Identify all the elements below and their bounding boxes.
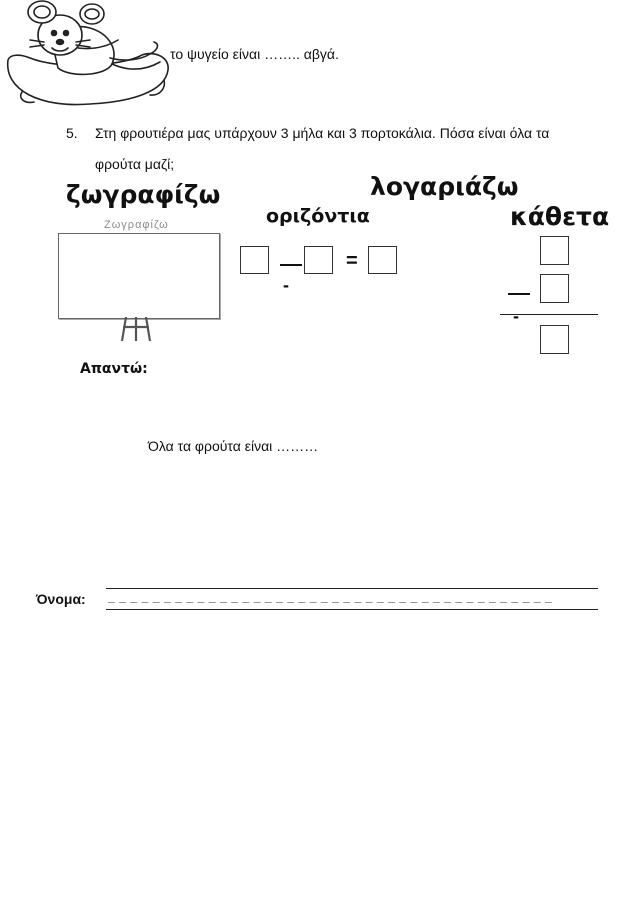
horizontal-operand-1-box[interactable] <box>240 246 269 274</box>
answer-label: Απαντώ: <box>80 361 148 377</box>
name-top-line <box>106 588 598 589</box>
mouse-on-pillow-illustration <box>0 0 175 112</box>
drawing-board <box>48 213 238 343</box>
vertical-operator-line <box>508 293 530 295</box>
name-label: Όνομα: <box>36 591 86 607</box>
equals-sign: = <box>346 250 358 272</box>
drawing-board-label: Ζωγραφίζω <box>104 219 169 231</box>
answer-sentence: Όλα τα φρούτα είναι ……… <box>148 438 319 454</box>
vertical-operand-2-box[interactable] <box>540 274 569 303</box>
question-number: 5. <box>66 125 78 141</box>
drawing-canvas[interactable] <box>58 233 220 319</box>
horizontal-operator-line <box>280 264 302 266</box>
calc-section-title: λογαριάζω <box>370 172 519 201</box>
vertical-minus-sign: - <box>513 306 519 326</box>
vertical-label: κάθετα <box>510 202 610 231</box>
draw-section-title: ζωγραφίζω <box>66 180 221 209</box>
vertical-result-box[interactable] <box>540 325 569 354</box>
name-bottom-line <box>106 609 598 610</box>
horizontal-operand-2-box[interactable] <box>304 246 333 274</box>
name-dashes[interactable]: _ _ _ _ _ _ _ _ _ _ _ _ _ _ _ _ _ _ _ _ _ _ _ _ _ _ _ _ _ _ _ _ _ _ _ _ _ _ _ _ <box>108 590 553 604</box>
fridge-eggs-sentence: το ψυγείο είναι …….. αβγά. <box>170 46 339 62</box>
easel-legs-icon <box>118 317 154 341</box>
horizontal-label: οριζόντια <box>266 205 370 227</box>
question-line-2: φρούτα μαζί; <box>95 156 175 172</box>
horizontal-result-box[interactable] <box>368 246 397 274</box>
question-line-1: Στη φρουτιέρα μας υπάρχουν 3 μήλα και 3 πορτοκάλια. Πόσα είναι όλα τα <box>95 125 550 141</box>
horizontal-minus-sign: - <box>283 275 289 295</box>
vertical-operand-1-box[interactable] <box>540 236 569 265</box>
